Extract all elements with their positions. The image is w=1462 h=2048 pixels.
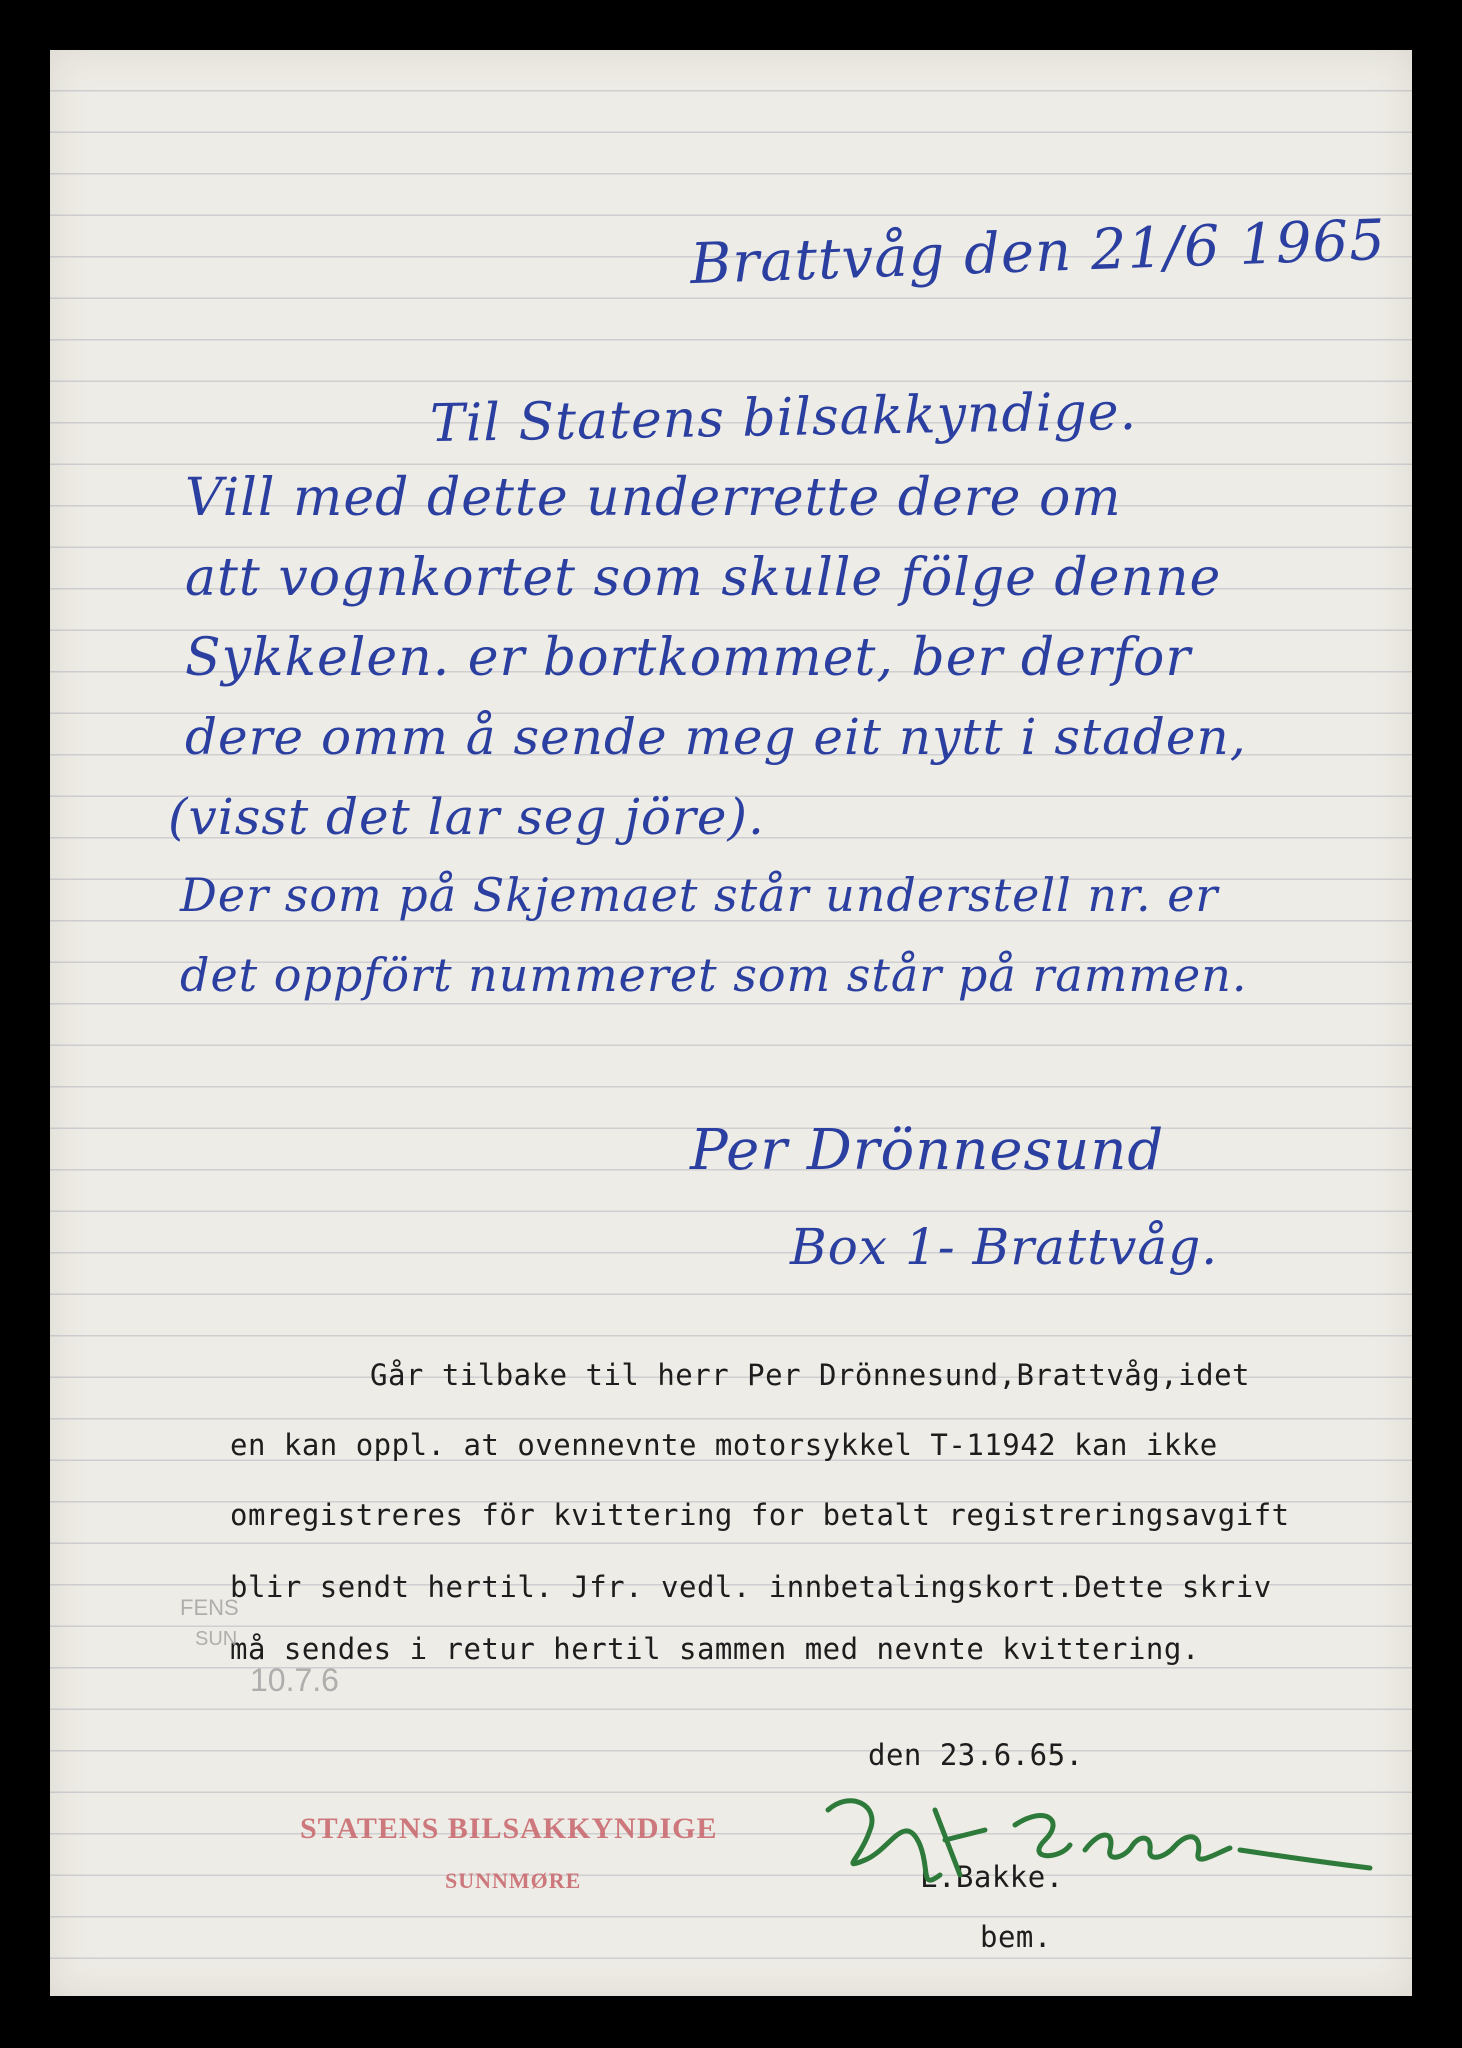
typed-reply-date: den 23.6.65. [868,1738,1084,1772]
faded-stamp-line-2: SUN [195,1628,238,1650]
handwritten-line-3: att vognkortet som skulle fölge denne [185,548,1222,608]
handwritten-signature: Per Drönnesund [690,1118,1165,1183]
handwritten-line-7: Der som på Skjemaet står understell nr. er [180,868,1219,922]
typed-reply-line-5: må sendes i retur hertil sammen med nevnte kvittering. [230,1632,1200,1666]
letter-paper [50,50,1412,1996]
handwritten-address: Box 1- Brattvåg. [790,1218,1219,1276]
office-stamp-region: SUNNMØRE [445,1868,582,1893]
handwritten-line-2: Vill med dette underrette dere om [185,468,1122,528]
office-stamp-title: STATENS BILSAKKYNDIGE [300,1812,718,1845]
typed-signer-name: L.Bakke. [920,1860,1064,1894]
handwritten-line-4: Sykkelen. er bortkommet, ber derfor [185,628,1192,688]
handwritten-line-1: Til Statens bilsakkyndige. [429,381,1138,455]
typed-reply-line-3: omregistreres för kvittering for betalt registreringsavgift [230,1498,1290,1532]
faded-stamp-line-3: 10.7.6 [250,1662,339,1698]
green-signature [810,1750,1410,1930]
typed-signer-note: bem. [980,1920,1052,1954]
handwritten-line-6: (visst det lar seg jöre). [168,788,765,846]
handwritten-date: Brattvåg den 21/6 1965 [689,207,1387,298]
typed-reply-line-4: blir sendt hertil. Jfr. vedl. innbetalingskort.Dette skriv [230,1570,1272,1604]
handwritten-line-5: dere omm å sende meg eit nytt i staden, [185,708,1247,766]
faded-stamp-line-1: FENS [180,1595,239,1620]
handwritten-line-8: det oppfört nummeret som står på rammen. [180,948,1248,1002]
typed-reply-line-2: en kan oppl. at ovennevnte motorsykkel T-11942 kan ikke [230,1428,1218,1462]
typed-reply-line-1: Går tilbake til herr Per Drönnesund,Brattvåg,idet [370,1358,1251,1392]
